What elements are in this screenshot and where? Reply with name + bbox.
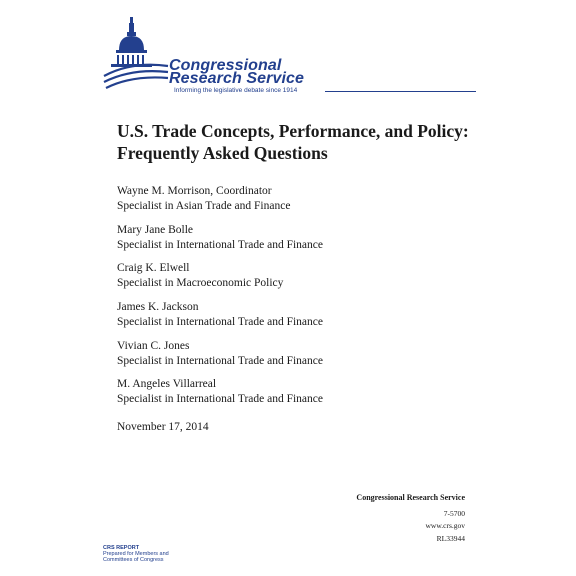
footer-line2: Committees of Congress <box>103 557 164 563</box>
title-line2: Frequently Asked Questions <box>117 143 328 163</box>
tagline-divider <box>325 91 476 92</box>
capitol-dome-icon <box>102 14 170 94</box>
document-title <box>117 120 469 164</box>
author-entry <box>117 300 417 330</box>
report-metadata <box>356 492 465 545</box>
org-name <box>169 59 304 85</box>
author-entry <box>117 184 417 214</box>
author-list <box>117 184 417 416</box>
report-number: 7-5700 <box>443 508 465 518</box>
author-role: Specialist in International Trade and Finance <box>117 354 323 367</box>
title-line1: U.S. Trade Concepts, Performance, and Policy: <box>117 121 469 141</box>
org-name-line1: Congressional <box>169 57 282 74</box>
author-name: Craig K. Elwell <box>117 262 190 275</box>
author-name: Wayne M. Morrison, Coordinator <box>117 185 272 197</box>
author-role: Specialist in International Trade and Finance <box>117 393 323 406</box>
footer-label: CRS REPORT <box>103 545 140 551</box>
org-tagline: Informing the legislative debate since 1914 <box>174 87 298 94</box>
crs-report-footer <box>103 545 169 563</box>
publication-date: November 17, 2014 <box>117 421 209 433</box>
author-name: James K. Jackson <box>117 301 199 314</box>
author-name: Vivian C. Jones <box>117 339 190 352</box>
report-id: RL33944 <box>436 533 465 543</box>
author-role: Specialist in Macroeconomic Policy <box>117 277 284 290</box>
author-entry <box>117 223 417 253</box>
author-role: Specialist in International Trade and Finance <box>117 238 323 251</box>
author-role: Specialist in Asian Trade and Finance <box>117 200 291 212</box>
author-entry <box>117 261 417 291</box>
report-website: www.crs.gov <box>425 521 465 530</box>
report-org: Congressional Research Service <box>356 493 465 502</box>
org-name-line2: Research Service <box>169 70 305 87</box>
author-role: Specialist in International Trade and Finance <box>117 316 323 329</box>
author-name: M. Angeles Villarreal <box>117 378 217 391</box>
author-entry <box>117 377 417 407</box>
footer-line1: Prepared for Members and <box>103 551 169 557</box>
author-name: Mary Jane Bolle <box>117 223 194 236</box>
author-entry <box>117 339 417 369</box>
